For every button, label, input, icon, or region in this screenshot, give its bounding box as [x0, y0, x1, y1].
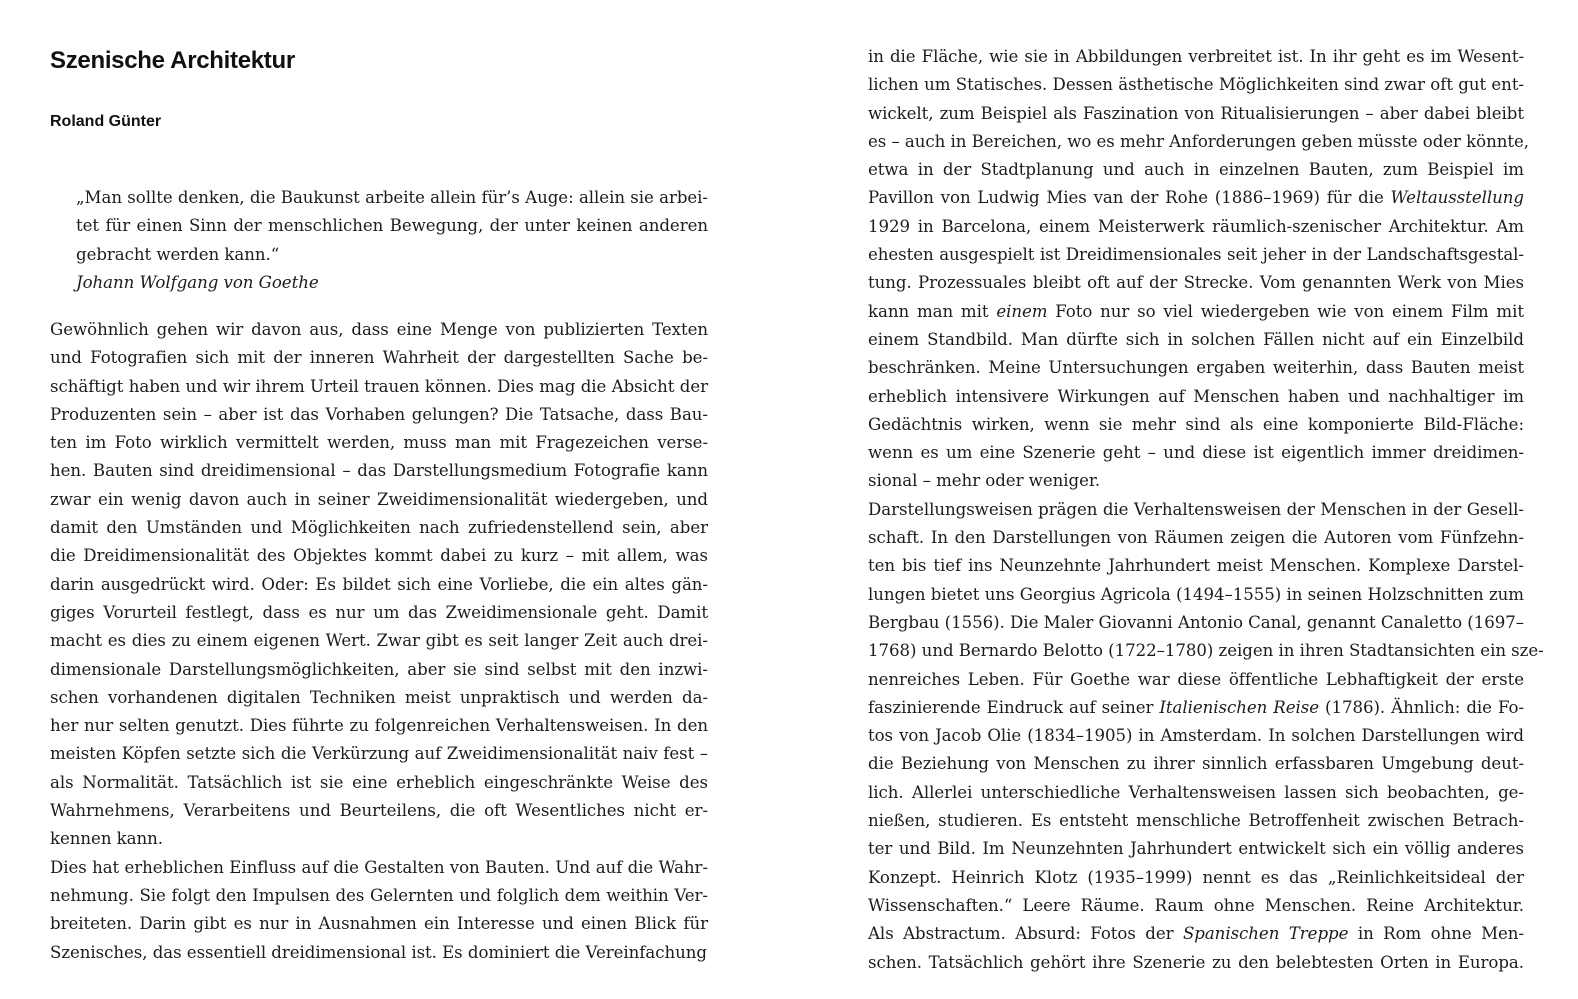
- right-column-text: [868, 43, 1544, 977]
- text-line: Wissenschaften.“ Leere Räume. Raum ohne Menschen. Reine Architektur.: [868, 895, 1524, 915]
- text-line: lichen um Statisches. Dessen ästhetische Möglichkeiten sind zwar oft gut ent-: [868, 75, 1524, 95]
- text-line: Gewöhnlich gehen wir davon aus, dass eine Menge von publizierten Texten: [50, 320, 708, 339]
- text-line: Gedächtnis wirken, wenn sie mehr sind als eine komponierte Bild-Fläche:: [868, 414, 1524, 434]
- text-line: schen vorhandenen digitalen Techniken meist unpraktisch und werden da-: [50, 687, 708, 707]
- italic-title: Weltausstellung: [1390, 188, 1524, 208]
- text-line: lich. Allerlei unterschiedliche Verhaltensweisen lassen sich beobachten, ge-: [868, 782, 1524, 802]
- text-line: ten im Foto wirklich vermittelt werden, muss man mit Fragezeichen verse-: [50, 433, 708, 453]
- text-line: [868, 298, 1524, 326]
- text-line: wickelt, zum Beispiel als Faszination von Ritualisierungen – aber dabei bleibt: [868, 103, 1524, 123]
- text-line: schäftigt haben und wir ihrem Urteil trauen können. Dies mag die Absicht der: [50, 376, 708, 396]
- text-line: hen. Bauten sind dreidimensional – das Darstellungsmedium Fotografie kann: [50, 461, 708, 481]
- text-line: breiteten. Darin gibt es nur in Ausnahmen ein Interesse und einen Blick für: [50, 914, 708, 934]
- text-line: es – auch in Bereichen, wo es mehr Anforderungen geben müsste oder könnte,: [868, 131, 1529, 151]
- text-line: darin ausgedrückt wird. Oder: Es bildet sich eine Vorliebe, die ein altes gän-: [50, 574, 708, 594]
- text-line: meisten Köpfen setzte sich die Verkürzung auf Zweidimensionalität naiv fest –: [50, 744, 708, 764]
- text-line: wenn es um eine Szenerie geht – und diese ist eigentlich immer dreidimen-: [868, 443, 1524, 463]
- epigraph-line: „Man sollte denken, die Baukunst arbeite allein für’s Auge: allein sie arbei-: [76, 188, 708, 207]
- text-line: schaft. In den Darstellungen von Räumen zeigen die Autoren vom Fünfzehn-: [868, 528, 1524, 548]
- text-line: tung. Prozessuales bleibt oft auf der Strecke. Vom genannten Werk von Mies: [868, 273, 1524, 293]
- text-line: 1929 in Barcelona, einem Meisterwerk räumlich-szenischer Architektur. Am: [868, 216, 1524, 236]
- epigraph: [76, 184, 708, 297]
- text-line: die Dreidimensionalität des Objektes kommt dabei zu kurz – mit allem, was: [50, 546, 708, 566]
- text-line: nehmung. Sie folgt den Impulsen des Gelernten und folglich dem weithin Ver-: [50, 885, 708, 905]
- text-line: Bergbau (1556). Die Maler Giovanni Antonio Canal, genannt Canaletto (1697–: [868, 612, 1524, 632]
- text-line: dimensionale Darstellungsmöglichkeiten, aber sie sind selbst mit den inzwi-: [50, 659, 708, 679]
- text-line: macht es dies zu einem eigenen Wert. Zwar gibt es seit langer Zeit auch drei-: [50, 631, 708, 651]
- text-line: Szenisches, das essentiell dreidimensional ist. Es dominiert die Vereinfachung: [50, 942, 707, 962]
- text-segment: Pavillon von Ludwig Mies van der Rohe (1886–1969) für die: [868, 188, 1391, 208]
- text-line: ten bis tief ins Neunzehnte Jahrhundert meist Menschen. Komplexe Darstel-: [868, 556, 1524, 576]
- epigraph-line: tet für einen Sinn der menschlichen Bewegung, der unter keinen anderen: [76, 216, 708, 236]
- text-line: 1768) und Bernardo Belotto (1722–1780) zeigen in ihren Stadtansichten ein sze-: [868, 641, 1544, 661]
- text-line: tos von Jacob Olie (1834–1905) in Amsterdam. In solchen Darstellungen wird: [868, 726, 1524, 746]
- text-line: [868, 920, 1524, 948]
- text-segment: faszinierende Eindruck auf seiner: [868, 697, 1160, 717]
- italic-title: Italienischen Reise: [1159, 697, 1320, 717]
- text-line: Produzenten sein – aber ist das Vorhaben gelungen? Die Tatsache, dass Bau-: [50, 404, 708, 424]
- italic-emphasis: einem: [996, 301, 1048, 321]
- text-line: und Fotografien sich mit der inneren Wahrheit der dargestellten Sache be-: [50, 348, 708, 368]
- text-line: erheblich intensivere Wirkungen auf Menschen haben und nachhaltiger im: [868, 386, 1524, 406]
- text-line: kennen kann.: [50, 829, 164, 849]
- text-line: [868, 184, 1524, 212]
- text-line: lungen bietet uns Georgius Agricola (1494–1555) in seinen Holzschnitten zum: [868, 584, 1524, 604]
- text-line: etwa in der Stadtplanung und auch in einzelnen Bauten, zum Beispiel im: [868, 160, 1524, 180]
- text-line: giges Vorurteil festlegt, dass es nur um das Zweidimensionale geht. Damit: [50, 602, 708, 622]
- text-line: nenreiches Leben. Für Goethe war diese öffentliche Lebhaftigkeit der erste: [868, 669, 1524, 689]
- epigraph-attribution: Johann Wolfgang von Goethe: [76, 272, 319, 292]
- text-line: nießen, studieren. Es entsteht menschliche Betroffenheit zwischen Betrach-: [868, 811, 1524, 831]
- text-segment: (1786). Ähnlich: die Fo-: [1319, 697, 1525, 717]
- text-line: als Normalität. Tatsächlich ist sie eine erheblich eingeschränkte Weise des: [50, 772, 708, 792]
- text-line: sional – mehr oder weniger.: [868, 471, 1101, 491]
- text-line: die Beziehung von Menschen zu ihrer sinnlich erfassbaren Umgebung deut-: [868, 754, 1524, 774]
- text-line: Darstellungsweisen prägen die Verhaltensweisen der Menschen in der Gesell-: [868, 499, 1524, 519]
- italic-title: Spanischen Treppe: [1182, 924, 1349, 944]
- text-segment: Foto nur so viel wiedergeben wie von einem Film mit: [1047, 301, 1524, 321]
- text-line: Konzept. Heinrich Klotz (1935–1999) nennt es das „Reinlichkeitsideal der: [868, 867, 1524, 887]
- text-segment: kann man mit: [868, 301, 997, 321]
- text-segment: Als Abstractum. Absurd: Fotos der: [868, 924, 1183, 944]
- text-line: her nur selten genutzt. Dies führte zu folgenreichen Verhaltensweisen. In den: [50, 716, 708, 736]
- text-line: ehesten ausgespielt ist Dreidimensionales seit jeher in der Landschaftsgestal-: [868, 245, 1524, 265]
- article-author: Roland Günter: [50, 113, 162, 130]
- text-line: damit den Umständen und Möglichkeiten nach zufriedenstellend sein, aber: [50, 518, 708, 538]
- text-line: einem Standbild. Man dürfte sich in solchen Fällen nicht auf ein Einzelbild: [868, 329, 1524, 349]
- text-line: ter und Bild. Im Neunzehnten Jahrhundert entwickelt sich ein völlig anderes: [868, 839, 1524, 859]
- text-line: Dies hat erheblichen Einfluss auf die Gestalten von Bauten. Und auf die Wahr-: [50, 857, 708, 877]
- text-line: Wahrnehmens, Verarbeitens und Beurteilens, die oft Wesentliches nicht er-: [50, 801, 708, 821]
- left-paragraph-1: [50, 316, 708, 967]
- text-line: zwar ein wenig davon auch in seiner Zweidimensionalität wiedergeben, und: [50, 489, 708, 509]
- epigraph-line: gebracht werden kann.“: [76, 244, 280, 264]
- text-line: beschränken. Meine Untersuchungen ergaben weiterhin, dass Bauten meist: [868, 358, 1524, 378]
- text-line: schen. Tatsächlich gehört ihre Szenerie zu den belebtesten Orten in Europa.: [868, 952, 1524, 972]
- text-line: in die Fläche, wie sie in Abbildungen verbreitet ist. In ihr geht es im Wesent-: [868, 47, 1524, 66]
- text-segment: in Rom ohne Men-: [1348, 924, 1524, 944]
- article-title: Szenische Architektur: [50, 47, 295, 74]
- text-line: [868, 694, 1524, 722]
